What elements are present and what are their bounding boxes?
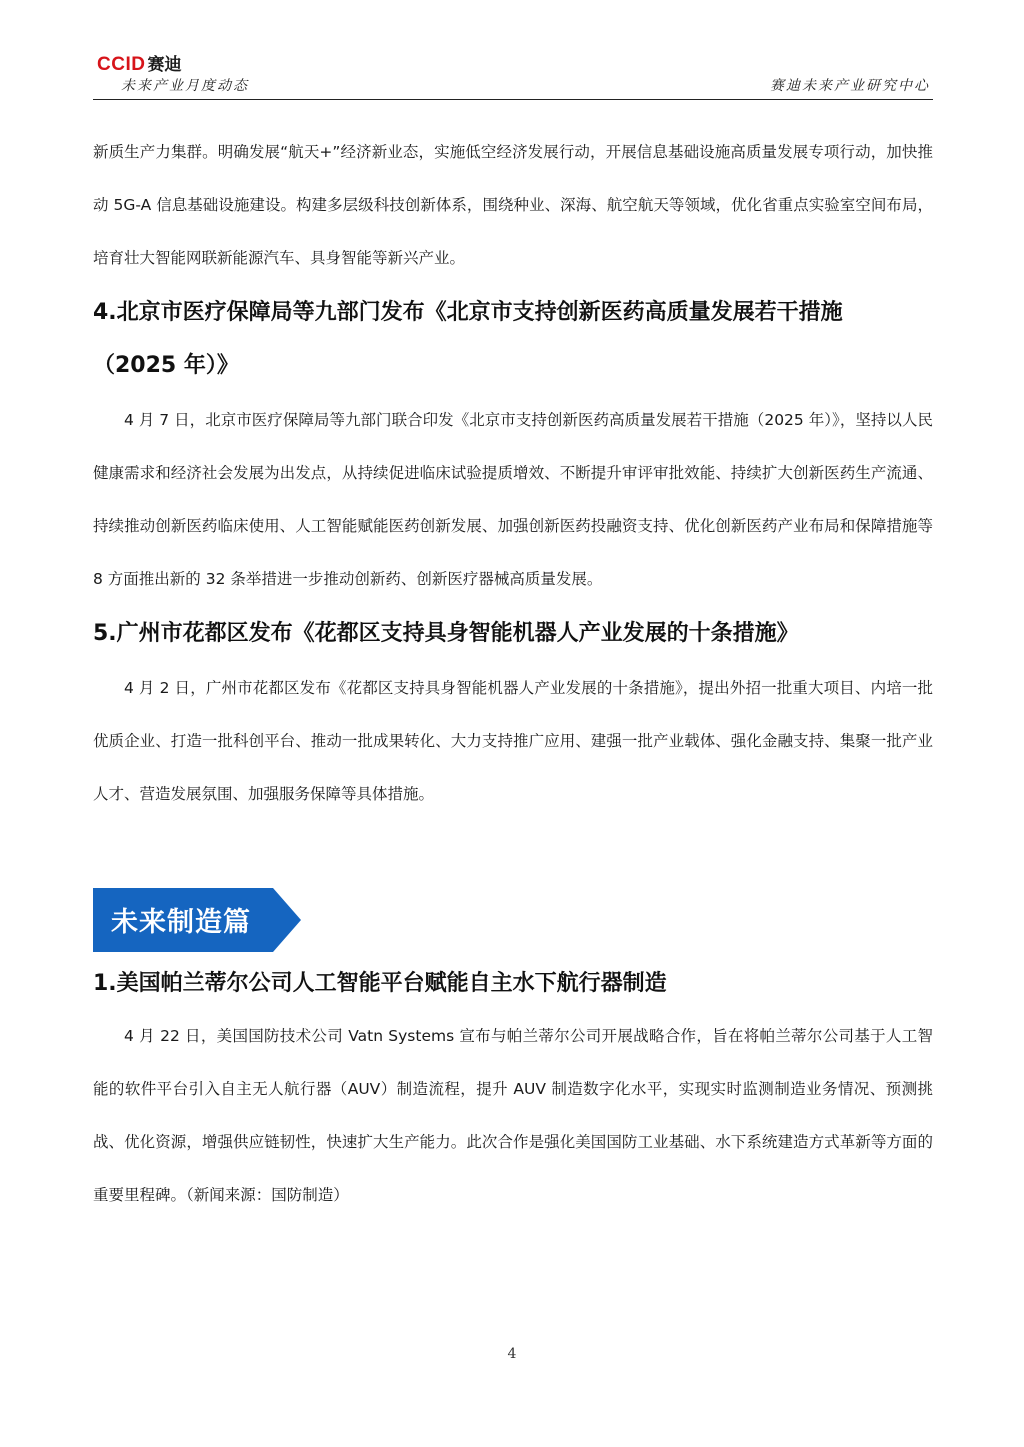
ccid-logo [97, 50, 181, 76]
banner-label: 未来制造篇 [111, 907, 251, 938]
header-publication-title: 未来产业月度动态 [121, 78, 249, 94]
page-header [93, 44, 933, 100]
section-5-heading: 5.广州市花都区发布《花都区支持具身智能机器人产业发展的十条措施》 [93, 621, 799, 646]
manufacturing-1-body: 4 月 22 日，美国国防技术公司 Vatn Systems 宣布与帕兰蒂尔公司开展战略合作，旨在将帕兰蒂尔公司基于人工智能的软件平台引入自主无人航行器（AUV）制造流程，提升 AUV 制造数字化水平，实现实时监测制造业务情况、预测挑战、优化资源，增强供应链韧性，快速扩大生产能力。此次合作是强化美国国防工业基础、水下系统建造方式革新等方面的重要里程碑。（新闻来源：国防制造） [93, 1027, 933, 1204]
logo-text: 赛迪 [147, 55, 182, 75]
section-4-body: 4 月 7 日，北京市医疗保障局等九部门联合印发《北京市支持创新医药高质量发展若干措施（2025 年）》，坚持以人民健康需求和经济社会发展为出发点，从持续促进临床试验提质增效、不断提升审评审批效能、持续扩大创新医药生产流通、持续推动创新医药临床使用、人工智能赋能医药创新发展、加强创新医药投融资支持、优化创新医药产业布局和保障措施等 8 方面推出新的 32 条举措进一步推动创新药、创新医疗器械高质量发展。 [93, 411, 933, 588]
manufacturing-1-heading: 1.美国帕兰蒂尔公司人工智能平台赋能自主水下航行器制造 [93, 971, 667, 996]
intro-paragraph: 新质生产力集群。明确发展“航天+”经济新业态，实施低空经济发展行动，开展信息基础设施高质量发展专项行动，加快推动 5G-A 信息基础设施建设。构建多层级科技创新体系，围绕种业、深海、航空航天等领域，优化省重点实验室空间布局，培育壮大智能网联新能源汽车、具身智能等新兴产业。 [93, 143, 933, 267]
section-4-heading-line1: 4.北京市医疗保障局等九部门发布《北京市支持创新医药高质量发展若干措施 [93, 300, 843, 325]
section-4-heading-line2: （2025 年）》 [93, 353, 239, 378]
section-banner [93, 888, 301, 952]
page-number: 4 [507, 1346, 517, 1362]
section-5-body: 4 月 2 日，广州市花都区发布《花都区支持具身智能机器人产业发展的十条措施》，提出外招一批重大项目、内培一批优质企业、打造一批科创平台、推动一批成果转化、大力支持推广应用、建强一批产业载体、强化金融支持、集聚一批产业人才、营造发展氛围、加强服务保障等具体措施。 [93, 679, 933, 803]
header-organization: 赛迪未来产业研究中心 [770, 78, 930, 94]
logo-mark: CCID [97, 54, 146, 75]
header-divider [93, 99, 933, 100]
